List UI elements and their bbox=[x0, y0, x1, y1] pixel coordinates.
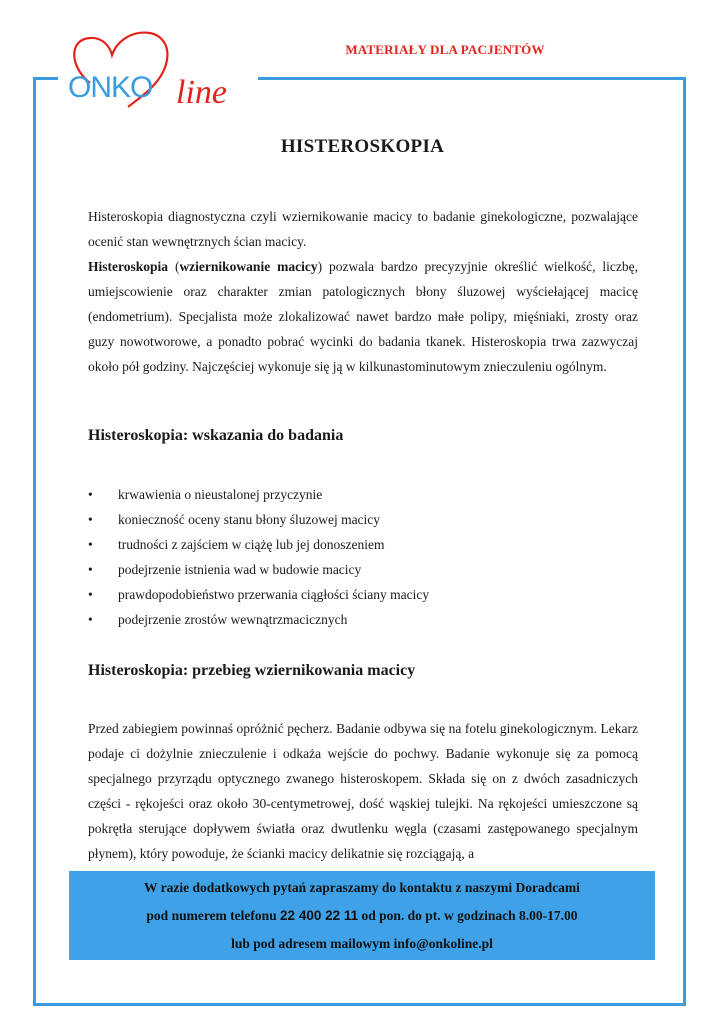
bullet-icon: • bbox=[88, 612, 93, 627]
section-heading-indications: Histeroskopia: wskazania do badania bbox=[88, 427, 344, 444]
footer-line-3[interactable]: lub pod adresem mailowym info@onkoline.pl bbox=[231, 936, 493, 951]
list-item-text: konieczność oceny stanu błony śluzowej macicy bbox=[118, 512, 381, 527]
page-title: HISTEROSKOPIA bbox=[280, 136, 445, 157]
list-item bbox=[88, 532, 628, 557]
footer-phone-prefix: pod numerem telefonu bbox=[146, 908, 281, 923]
list-item-text: podejrzenie istnienia wad w budowie macicy bbox=[118, 562, 362, 577]
description-rest: ) pozwala bardzo precyzyjnie określić wielkość, liczbę, umiejscowienie oraz charakter zmian patologicznych błony śluzowej wyściełającej macicę (endometrium). Specjalista może zlokalizować nawet bardzo małe polipy, mięśniaki, zrosty oraz guzy nowotworowe, a ponadto pobrać wycinki do badania tkanek. Histeroskopia trwa zazwyczaj około pół godziny. Najczęściej wykonuje się ją w kilkunastominutowym znieczuleniu ogólnym. bbox=[88, 259, 638, 374]
bullet-icon: • bbox=[88, 487, 93, 502]
onkoline-logo bbox=[58, 25, 258, 125]
intro-paragraph: Histeroskopia diagnostyczna czyli wziernikowanie macicy to badanie ginekologiczne, pozwalające ocenić stan wewnętrznych ścian macicy. bbox=[88, 209, 638, 249]
procedure-paragraph: Przed zabiegiem powinnaś opróżnić pęcherz. Badanie odbywa się na fotelu ginekologicznym. Lekarz podaje ci dożylnie znieczulenie i odkaża wejście do pochwy. Badanie wykonuje się za pomocą specjalnego przyrządu optycznego zwanego histeroskopem. Składa się on z dwóch zasadniczych części - rękojeści oraz około 30-centymetrowej, dość wąskiej tulejki. Na rękojeści umieszczone są pokrętła sterujące dopływem światła oraz dwutlenku węgla (czasami zastępowanego specjalnym płynem), który powoduje, że ścianki macicy delikatnie się rozciągają, a bbox=[88, 721, 638, 861]
list-item-text: trudności z zajściem w ciążę lub jej donoszeniem bbox=[118, 537, 385, 552]
list-item bbox=[88, 557, 628, 582]
list-item bbox=[88, 582, 628, 607]
footer-hours: od pon. do pt. w godzinach 8.00-17.00 bbox=[358, 908, 578, 923]
logo-onko-text: ONKO bbox=[68, 71, 153, 104]
paren-open: ( bbox=[168, 259, 180, 274]
indications-list bbox=[88, 482, 628, 632]
phone-number[interactable]: 22 400 22 11 bbox=[280, 908, 359, 923]
description-paragraph bbox=[88, 254, 638, 379]
bold-synonym: wziernikowanie macicy bbox=[179, 259, 318, 274]
header-label: MATERIAŁY DLA PACJENTÓW bbox=[345, 42, 545, 57]
bold-term: Histeroskopia bbox=[88, 259, 169, 274]
logo-graphic bbox=[58, 25, 258, 125]
bullet-icon: • bbox=[88, 587, 93, 602]
list-item bbox=[88, 507, 628, 532]
bullet-icon: • bbox=[88, 537, 93, 552]
footer-line-2 bbox=[69, 902, 655, 930]
list-item-text: krwawienia o nieustalonej przyczynie bbox=[118, 487, 323, 502]
contact-footer bbox=[69, 871, 655, 960]
list-item-text: podejrzenie zrostów wewnątrzmacicznych bbox=[118, 612, 348, 627]
list-item bbox=[88, 607, 628, 632]
logo-line-text: line bbox=[176, 74, 227, 111]
bullet-icon: • bbox=[88, 562, 93, 577]
footer-line-1: W razie dodatkowych pytań zapraszamy do kontaktu z naszymi Doradcami bbox=[144, 880, 580, 895]
bullet-icon: • bbox=[88, 512, 93, 527]
list-item bbox=[88, 482, 628, 507]
section-heading-procedure: Histeroskopia: przebieg wziernikowania macicy bbox=[88, 662, 416, 679]
list-item-text: prawdopodobieństwo przerwania ciągłości ściany macicy bbox=[118, 587, 430, 602]
